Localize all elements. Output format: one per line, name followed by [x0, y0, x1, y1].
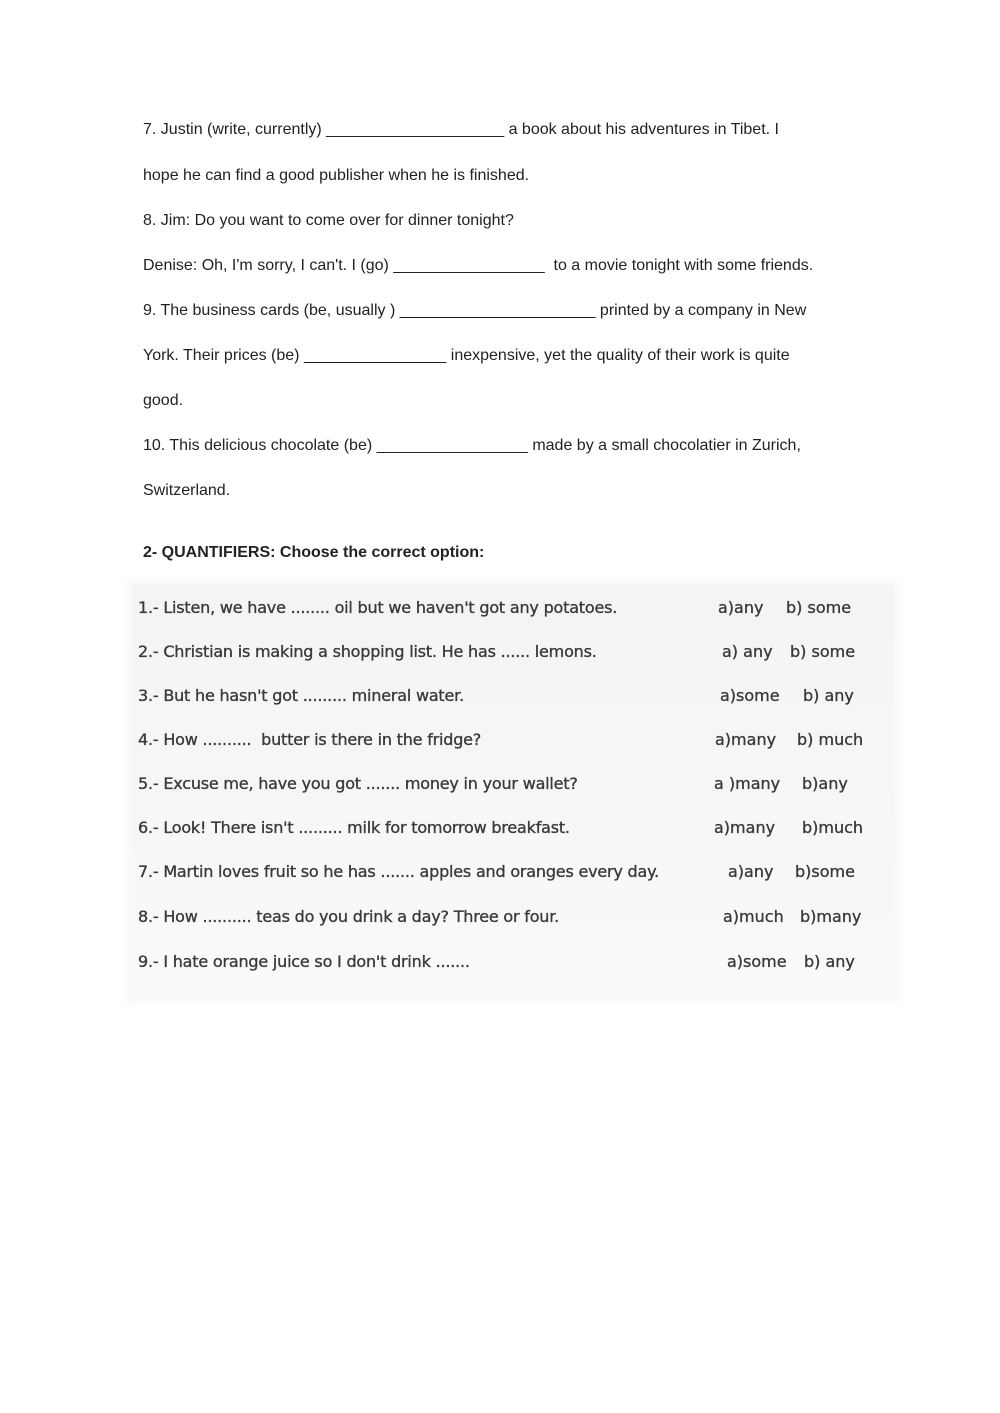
quantifier-sentence: 5.- Excuse me, have you got ....... money in your wallet? — [138, 774, 578, 793]
quantifier-item — [138, 905, 888, 929]
option-b: b) some — [790, 642, 856, 661]
quantifier-item — [138, 728, 888, 752]
exercise-8-line-1: 8. Jim: Do you want to come over for dinner tonight? — [143, 212, 514, 229]
exercise-10-line-2: Switzerland. — [143, 482, 231, 499]
option-b: b)any — [802, 774, 848, 793]
exercise-10-line-1: 10. This delicious chocolate (be) _________________ made by a small chocolatier in Zurich, — [143, 437, 801, 454]
quantifier-sentence: 7.- Martin loves fruit so he has ....... apples and oranges every day. — [138, 862, 659, 881]
option-a: a)many — [714, 818, 776, 837]
option-b: b)some — [795, 862, 855, 881]
quantifier-sentence: 9.- I hate orange juice so I don't drink ....... — [138, 952, 470, 971]
option-b: b)many — [800, 907, 862, 926]
quantifiers-heading: 2- QUANTIFIERS: Choose the correct option: — [143, 544, 485, 561]
option-b: b) any — [804, 952, 855, 971]
quantifier-item — [138, 816, 888, 840]
quantifier-sentence: 3.- But he hasn't got ......... mineral water. — [138, 686, 464, 705]
option-a: a)any — [718, 598, 764, 617]
quantifier-item — [138, 640, 888, 664]
exercise-9-line-2: York. Their prices (be) ________________ inexpensive, yet the quality of their work is quite — [143, 347, 790, 364]
option-b: b)much — [802, 818, 864, 837]
exercise-7-line-1: 7. Justin (write, currently) ____________________ a book about his adventures in Tibet. I — [143, 121, 779, 138]
option-a: a) any — [722, 642, 773, 661]
option-b: b) any — [803, 686, 854, 705]
option-b: b) some — [786, 598, 852, 617]
quantifier-item — [138, 596, 888, 620]
quantifiers-exercise-image — [132, 585, 894, 997]
option-a: a )many — [714, 774, 781, 793]
exercise-7-line-2: hope he can find a good publisher when he is finished. — [143, 167, 530, 184]
quantifier-sentence: 8.- How .......... teas do you drink a day? Three or four. — [138, 907, 560, 926]
quantifier-item — [138, 860, 888, 884]
quantifier-item — [138, 772, 888, 796]
option-a: a)many — [715, 730, 777, 749]
quantifier-sentence: 6.- Look! There isn't ......... milk for tomorrow breakfast. — [138, 818, 570, 837]
option-a: a)some — [727, 952, 787, 971]
quantifier-sentence: 4.- How .......... butter is there in the fridge? — [138, 730, 482, 749]
option-a: a)any — [728, 862, 774, 881]
option-a: a)some — [720, 686, 780, 705]
quantifier-item — [138, 950, 888, 974]
option-b: b) much — [797, 730, 864, 749]
exercise-8-line-2: Denise: Oh, I'm sorry, I can't. I (go) _________________ to a movie tonight with some friends. — [143, 257, 814, 274]
quantifier-sentence: 2.- Christian is making a shopping list. He has ...... lemons. — [138, 642, 597, 661]
exercise-9-line-3: good. — [143, 392, 184, 409]
quantifier-sentence: 1.- Listen, we have ........ oil but we haven't got any potatoes. — [138, 598, 618, 617]
quantifier-item — [138, 684, 888, 708]
option-a: a)much — [723, 907, 784, 926]
exercise-9-line-1: 9. The business cards (be, usually ) ______________________ printed by a company in New — [143, 302, 807, 319]
